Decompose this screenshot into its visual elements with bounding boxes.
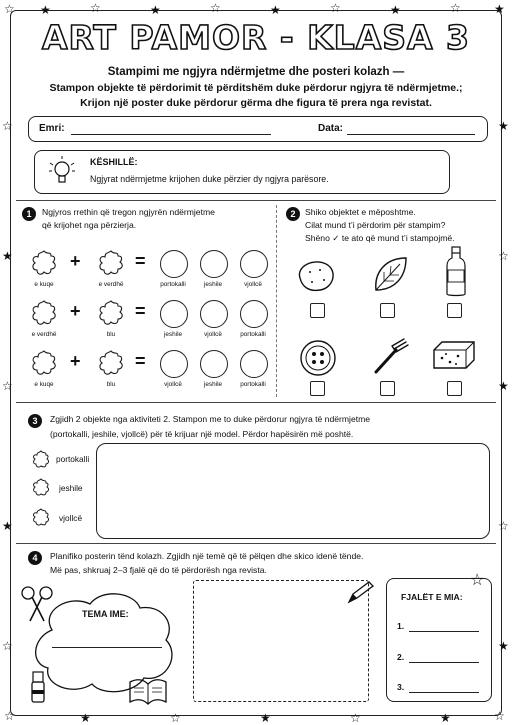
answer-circle[interactable] bbox=[200, 300, 228, 328]
glue-stick-icon bbox=[28, 668, 48, 704]
plus-sign: + bbox=[70, 301, 81, 321]
star-icon: ★ bbox=[260, 711, 271, 725]
answer-circle[interactable] bbox=[240, 300, 268, 328]
checkbox[interactable] bbox=[380, 381, 395, 396]
paint-splat-icon bbox=[96, 349, 126, 379]
star-icon: ★ bbox=[80, 711, 91, 725]
my-words-box bbox=[386, 578, 492, 702]
paint-splat-icon bbox=[29, 349, 59, 379]
color-label: portokalli bbox=[56, 454, 90, 464]
tip-title: KËSHILLË: bbox=[90, 157, 138, 167]
subtitle-line1: Stampimi me ngjyra ndërmjetme dhe posteri kolazh — bbox=[107, 66, 405, 78]
answer-circle[interactable] bbox=[160, 350, 188, 378]
checkbox[interactable] bbox=[447, 381, 462, 396]
star-icon: ☆ bbox=[498, 519, 509, 533]
word-number: 3. bbox=[397, 682, 405, 692]
star-icon: ☆ bbox=[4, 709, 15, 723]
star-icon: ★ bbox=[2, 519, 13, 533]
tip-text: Ngjyrat ndërmjetme krijohen duke përzier dy ngjyra parësore. bbox=[90, 174, 329, 184]
star-icon: ★ bbox=[150, 3, 161, 17]
answer-circle[interactable] bbox=[200, 350, 228, 378]
star-icon: ☆ bbox=[4, 2, 15, 16]
star-icon: ☆ bbox=[494, 709, 505, 723]
star-icon: ☆ bbox=[90, 1, 101, 15]
answer-label: portokalli bbox=[160, 281, 186, 288]
answer-label: vjollcë bbox=[244, 281, 262, 288]
star-icon: ★ bbox=[498, 639, 509, 653]
answer-label: jeshile bbox=[163, 331, 183, 338]
task3-line2: (portokalli, jeshile, vjollcë) për të krijuar një model. Përdor hapësirën më poshtë. bbox=[50, 429, 354, 439]
task2-line3: Shëno ✓ te ato që mund t’i stampojmë. bbox=[305, 233, 455, 243]
date-label: Data: bbox=[318, 123, 344, 134]
star-icon: ☆ bbox=[350, 711, 361, 725]
answer-circle[interactable] bbox=[200, 250, 228, 278]
star-icon: ☆ bbox=[498, 249, 509, 263]
tip-box bbox=[34, 150, 450, 194]
word-number: 1. bbox=[397, 621, 405, 631]
lightbulb-icon bbox=[47, 155, 77, 189]
book-icon bbox=[128, 676, 168, 706]
answer-label: vjollcë bbox=[164, 381, 182, 388]
button-icon bbox=[298, 338, 338, 378]
paint-splat-icon bbox=[29, 299, 59, 329]
name-date-box bbox=[28, 116, 488, 142]
subtitle-line3: Krijon një poster duke përdorur gërma dhe figura të prera nga revistat. bbox=[80, 97, 432, 109]
checkbox[interactable] bbox=[447, 303, 462, 318]
task2-line2: Cilat mund t’i përdorim për stampim? bbox=[305, 220, 446, 230]
theme-line[interactable] bbox=[52, 647, 162, 648]
pencil-icon bbox=[345, 580, 375, 606]
potato-icon bbox=[294, 256, 338, 296]
answer-circle[interactable] bbox=[240, 250, 268, 278]
star-icon: ★ bbox=[498, 119, 509, 133]
answer-circle[interactable] bbox=[160, 250, 188, 278]
paint-splat-icon bbox=[31, 478, 51, 498]
color-label: e kuqe bbox=[34, 381, 54, 388]
word-number: 2. bbox=[397, 652, 405, 662]
color-label: e verdhë bbox=[31, 331, 57, 338]
paint-splat-icon bbox=[96, 299, 126, 329]
task4-line1: Planifiko posterin tënd kolazh. Zgjidh një temë që të pëlqen dhe skico idenë tënde. bbox=[50, 551, 364, 561]
star-icon: ★ bbox=[390, 3, 401, 17]
date-field[interactable] bbox=[347, 134, 475, 135]
answer-label: portokalli bbox=[240, 381, 266, 388]
color-label: e kuqe bbox=[34, 281, 54, 288]
task2-line1: Shiko objektet e mëposhtme. bbox=[305, 207, 416, 217]
task4-line2: Më pas, shkruaj 2–3 fjalë që do të përdorësh nga revista. bbox=[50, 565, 267, 575]
theme-label: TEMA IME: bbox=[82, 609, 129, 619]
star-icon: ☆ bbox=[2, 379, 13, 393]
star-icon: ★ bbox=[494, 2, 505, 16]
task4-number: 4 bbox=[28, 551, 42, 565]
star-icon: ★ bbox=[270, 3, 281, 17]
answer-label: jeshile bbox=[203, 381, 223, 388]
section-divider bbox=[16, 200, 496, 201]
word-line[interactable] bbox=[409, 692, 479, 693]
task1-number: 1 bbox=[22, 207, 36, 221]
checkbox[interactable] bbox=[310, 303, 325, 318]
task1-text-line1: Ngjyros rrethin që tregon ngjyrën ndërmjetme bbox=[42, 207, 215, 217]
word-line[interactable] bbox=[409, 631, 479, 632]
star-icon: ☆ bbox=[330, 1, 341, 15]
star-icon: ★ bbox=[40, 3, 51, 17]
equals-sign: = bbox=[135, 301, 146, 321]
color-label: e verdhë bbox=[98, 281, 124, 288]
task1-text-line2: që krijohet nga përzierja. bbox=[42, 220, 137, 230]
name-field[interactable] bbox=[71, 134, 271, 135]
answer-circle[interactable] bbox=[160, 300, 188, 328]
words-label: FJALËT E MIA: bbox=[401, 592, 463, 602]
star-icon: ☆ bbox=[170, 711, 181, 725]
word-line[interactable] bbox=[409, 662, 479, 663]
paint-splat-icon bbox=[31, 450, 51, 470]
stamp-pattern-area[interactable] bbox=[96, 443, 490, 539]
color-label: blu bbox=[106, 331, 116, 338]
star-icon: ★ bbox=[440, 711, 451, 725]
sponge-icon bbox=[432, 340, 476, 370]
column-divider bbox=[276, 205, 277, 397]
checkbox[interactable] bbox=[380, 303, 395, 318]
star-icon: ☆ bbox=[2, 639, 13, 653]
checkbox[interactable] bbox=[310, 381, 325, 396]
star-icon: ★ bbox=[498, 379, 509, 393]
star-icon: ☆ bbox=[470, 572, 485, 589]
star-icon: ★ bbox=[2, 249, 13, 263]
equals-sign: = bbox=[135, 351, 146, 371]
subtitle-line2: Stampon objekte të përdorimit të përditshëm duke përdorur ngjyra të ndërmjetme.; bbox=[49, 82, 463, 94]
color-label: jeshile bbox=[59, 483, 83, 493]
paint-splat-icon bbox=[31, 508, 51, 528]
name-label: Emri: bbox=[39, 123, 65, 134]
paint-splat-icon bbox=[29, 249, 59, 279]
star-icon: ☆ bbox=[450, 1, 461, 15]
star-icon: ☆ bbox=[2, 119, 13, 133]
task3-line1: Zgjidh 2 objekte nga aktiviteti 2. Stampon me to duke përdorur ngjyra të ndërmjetme bbox=[50, 414, 371, 424]
answer-label: vjollcë bbox=[204, 331, 222, 338]
answer-label: jeshile bbox=[203, 281, 223, 288]
color-label: vjollcë bbox=[59, 513, 83, 523]
sketch-area[interactable] bbox=[193, 580, 369, 702]
page-title: ART PAMOR - KLASA 3 bbox=[41, 18, 471, 57]
answer-label: portokalli bbox=[240, 331, 266, 338]
task3-number: 3 bbox=[28, 414, 42, 428]
color-label: blu bbox=[106, 381, 116, 388]
fork-icon bbox=[370, 336, 410, 376]
plus-sign: + bbox=[70, 251, 81, 271]
leaf-icon bbox=[370, 254, 410, 296]
section-divider bbox=[16, 543, 496, 544]
section-divider bbox=[16, 402, 496, 403]
task2-number: 2 bbox=[286, 207, 300, 221]
equals-sign: = bbox=[135, 251, 146, 271]
answer-circle[interactable] bbox=[240, 350, 268, 378]
star-icon: ☆ bbox=[210, 1, 221, 15]
plus-sign: + bbox=[70, 351, 81, 371]
bottle-icon bbox=[444, 246, 468, 298]
paint-splat-icon bbox=[96, 249, 126, 279]
